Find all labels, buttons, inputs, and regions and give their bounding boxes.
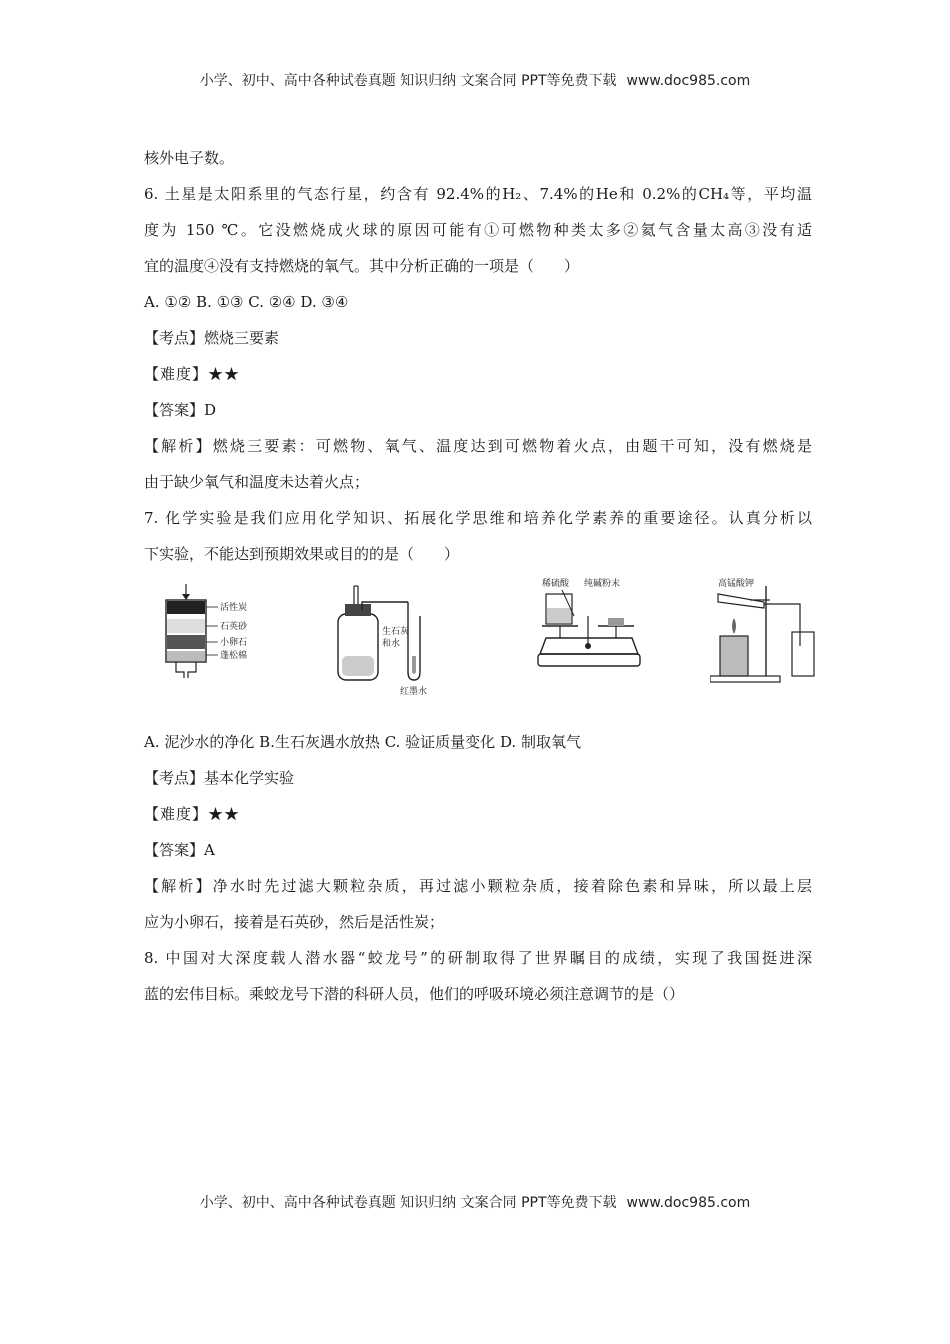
figure-b-quicklime <box>328 576 458 696</box>
question-6-answer: 【答案】D <box>144 401 217 419</box>
fig-b-label: 红墨水 <box>400 687 428 696</box>
fig-a-label: 小卵石 <box>220 638 248 648</box>
fig-b-label: 生石灰 <box>382 627 410 637</box>
question-6-stem: 6. 土星是太阳系里的气态行星，约含有 92.4%的H₂、7.4%的He和 0.2%的CH₄等，平均温 <box>144 185 812 203</box>
fig-a-label: 蓬松棉 <box>220 651 248 661</box>
figure-d-oxygen <box>710 576 830 686</box>
question-6-analysis: 由于缺少氧气和温度未达着火点； <box>144 473 370 491</box>
question-7-analysis: 应为小卵石，接着是石英砂，然后是活性炭； <box>144 913 445 931</box>
question-6-options: A. ①② B. ①③ C. ②④ D. ③④ <box>144 293 349 311</box>
fig-b-label: 和水 <box>382 639 401 649</box>
page-header <box>0 70 950 90</box>
footer-text: 小学、初中、高中各种试卷真题 知识归纳 文案合同 PPT等免费下载 <box>199 1195 617 1211</box>
experiment-figures <box>144 576 812 724</box>
question-6-difficulty: 【难度】★★ <box>144 365 241 383</box>
figure-c-balance <box>532 576 662 686</box>
question-6-stem: 度为 150 ℃。它没燃烧成火球的原因可能有①可燃物种类太多②氦气含量太高③没有适 <box>144 221 812 239</box>
header-text: 小学、初中、高中各种试卷真题 知识归纳 文案合同 PPT等免费下载 <box>199 73 617 89</box>
document-body <box>144 140 812 1012</box>
fig-c-label: 稀硫酸 <box>542 579 570 589</box>
question-8-stem: 蓝的宏伟目标。乘蛟龙号下潜的科研人员，他们的呼吸环境必须注意调节的是（） <box>144 985 685 1003</box>
footer-url[interactable]: www.doc985.com <box>626 1195 751 1211</box>
question-7-stem: 7. 化学实验是我们应用化学知识、拓展化学思维和培养化学素养的重要途径。认真分析以 <box>144 509 812 527</box>
question-7-stem: 下实验，不能达到预期效果或目的的是（ ） <box>144 545 460 563</box>
question-7-difficulty: 【难度】★★ <box>144 805 241 823</box>
question-7-topic: 【考点】基本化学实验 <box>144 769 295 787</box>
fig-c-label: 纯碱粉末 <box>584 579 621 589</box>
header-url[interactable]: www.doc985.com <box>626 73 751 89</box>
question-8-stem: 8. 中国对大深度载人潜水器“蛟龙号”的研制取得了世界瞩目的成绩，实现了我国挺进深 <box>144 949 812 967</box>
text-line: 核外电子数。 <box>144 149 235 167</box>
question-6-analysis: 【解析】燃烧三要素：可燃物、氧气、温度达到可燃物着火点，由题干可知，没有燃烧是 <box>144 437 812 455</box>
fig-a-label: 活性炭 <box>220 603 248 613</box>
figure-a-water-filter <box>160 576 290 686</box>
question-6-topic: 【考点】燃烧三要素 <box>144 329 280 347</box>
page-footer <box>0 1192 950 1212</box>
question-6-stem: 宜的温度④没有支持燃烧的氧气。其中分析正确的一项是（ ） <box>144 257 580 275</box>
question-7-answer: 【答案】A <box>144 841 215 859</box>
question-7-analysis: 【解析】净水时先过滤大颗粒杂质，再过滤小颗粒杂质，接着除色素和异味，所以最上层 <box>144 877 812 895</box>
fig-d-label: 高锰酸钾 <box>718 579 755 589</box>
fig-a-label: 石英砂 <box>220 622 248 632</box>
question-7-options: A. 泥沙水的净化 B.生石灰遇水放热 C. 验证质量变化 D. 制取氧气 <box>144 733 581 751</box>
